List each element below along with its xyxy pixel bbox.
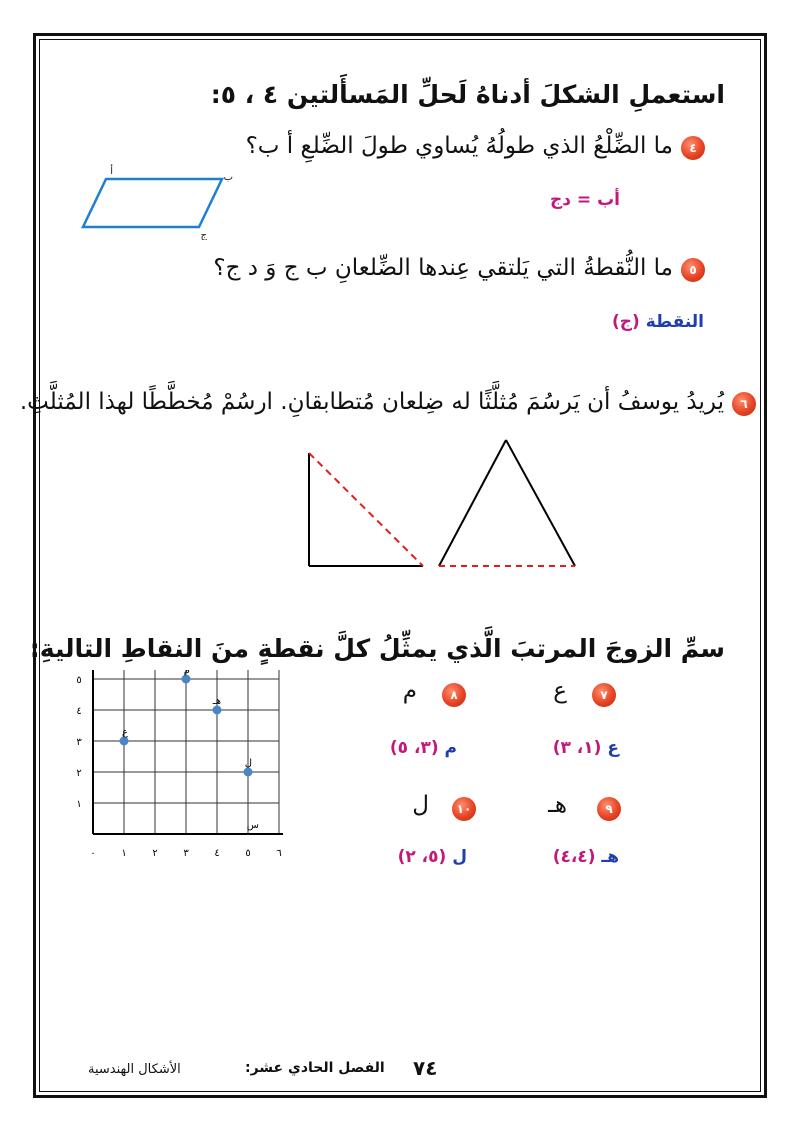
instruction-4-5: استعملِ الشكلَ أدناهُ لَحلِّ المَسأَلتين ٤ ، ٥: (210, 80, 725, 109)
answer-9-pair: (٤،٤) (552, 847, 596, 867)
x-tick-label: ٢ (152, 848, 158, 859)
isosceles-triangle (439, 440, 575, 566)
answer-10-pair: (٥، ٢) (397, 847, 447, 867)
answer-5-word: النقطة (645, 312, 704, 332)
x-tick-label: ٣ (183, 848, 189, 859)
question-4-text: ما الضِّلْعُ الذي طولُهُ يُساوي طولَ الضِّلعِ أ ب؟ (245, 133, 673, 159)
question-10-answer (398, 847, 467, 867)
instruction-ordered-pairs: سمِّ الزوجَ المرتبَ الَّذي يمثِّلُ كلَّ نقطةٍ منَ النقاطِ التاليةِ: (29, 634, 725, 663)
coordinate-grid (68, 670, 288, 870)
x-axis-label: س (246, 820, 259, 831)
y-tick-label: ٥ (76, 675, 82, 686)
right-triangle (309, 453, 423, 566)
triangles-figure (300, 435, 585, 575)
question-8-answer (390, 738, 457, 758)
x-tick-label: ٦ (276, 848, 282, 859)
page-number: ٧٤ (413, 1056, 438, 1080)
answer-5-value: (ج) (612, 312, 640, 332)
x-tick-label: ٤ (214, 848, 220, 859)
x-tick-label: ٥ (245, 848, 251, 859)
question-6-badge: ٦ (732, 392, 756, 416)
data-point-label: ل (244, 758, 252, 769)
vertex-label-b: ب (223, 172, 233, 183)
question-5-answer (612, 312, 704, 332)
parallelogram-figure (70, 160, 245, 240)
question-4-badge: ٤ (681, 136, 705, 160)
y-tick-label: ٣ (76, 737, 82, 748)
question-9-label: هـ (548, 792, 567, 818)
footer-chapter: الفصل الحادي عشر: (245, 1060, 385, 1076)
answer-9-name: هـ (601, 847, 619, 867)
vertex-label-a: أ (110, 166, 113, 177)
data-point-label: ع (122, 727, 128, 738)
question-8-label: م (402, 678, 417, 704)
answer-7-pair: (١، ٣) (552, 738, 602, 758)
question-5-badge: ٥ (681, 258, 705, 282)
answer-7-name: ع (607, 738, 619, 758)
question-7-badge: ٧ (592, 683, 616, 707)
vertex-label-c: ج (200, 230, 207, 240)
footer-subject: الأشكال الهندسية (88, 1062, 181, 1077)
data-point-label: هـ (212, 696, 221, 707)
question-5-text: ما النُّقطةُ التي يَلتقي عِندها الضِّلعانِ ب ج وَ د ج؟ (213, 255, 673, 281)
question-10-badge: ١٠ (452, 797, 476, 821)
y-tick-label: ١ (76, 799, 82, 810)
question-8-badge: ٨ (442, 683, 466, 707)
answer-8-pair: (٣، ٥) (389, 738, 439, 758)
question-10-label: ل (412, 792, 429, 818)
parallelogram-shape (83, 179, 222, 227)
data-point-label: م (183, 670, 190, 676)
y-tick-label: ٢ (76, 768, 82, 779)
answer-8-name: م (444, 738, 457, 758)
answer-10-name: ل (452, 847, 467, 867)
question-9-badge: ٩ (597, 797, 621, 821)
question-4-answer: أب = دج (550, 190, 620, 210)
question-7-answer (553, 738, 619, 758)
x-tick-label: ٠ (90, 848, 96, 859)
y-tick-label: ٤ (76, 706, 82, 717)
grid-lines (93, 670, 279, 834)
question-7-label: ع (553, 678, 567, 704)
question-6-text: يُريدُ يوسفُ أن يَرسُمَ مُثلَّثًا له ضِلعان مُتطابقانِ. ارسُمْ مُخطَّطًا لهذا المُثلَّثِ. (19, 389, 724, 415)
x-tick-label: ١ (121, 848, 127, 859)
question-9-answer (553, 847, 619, 867)
